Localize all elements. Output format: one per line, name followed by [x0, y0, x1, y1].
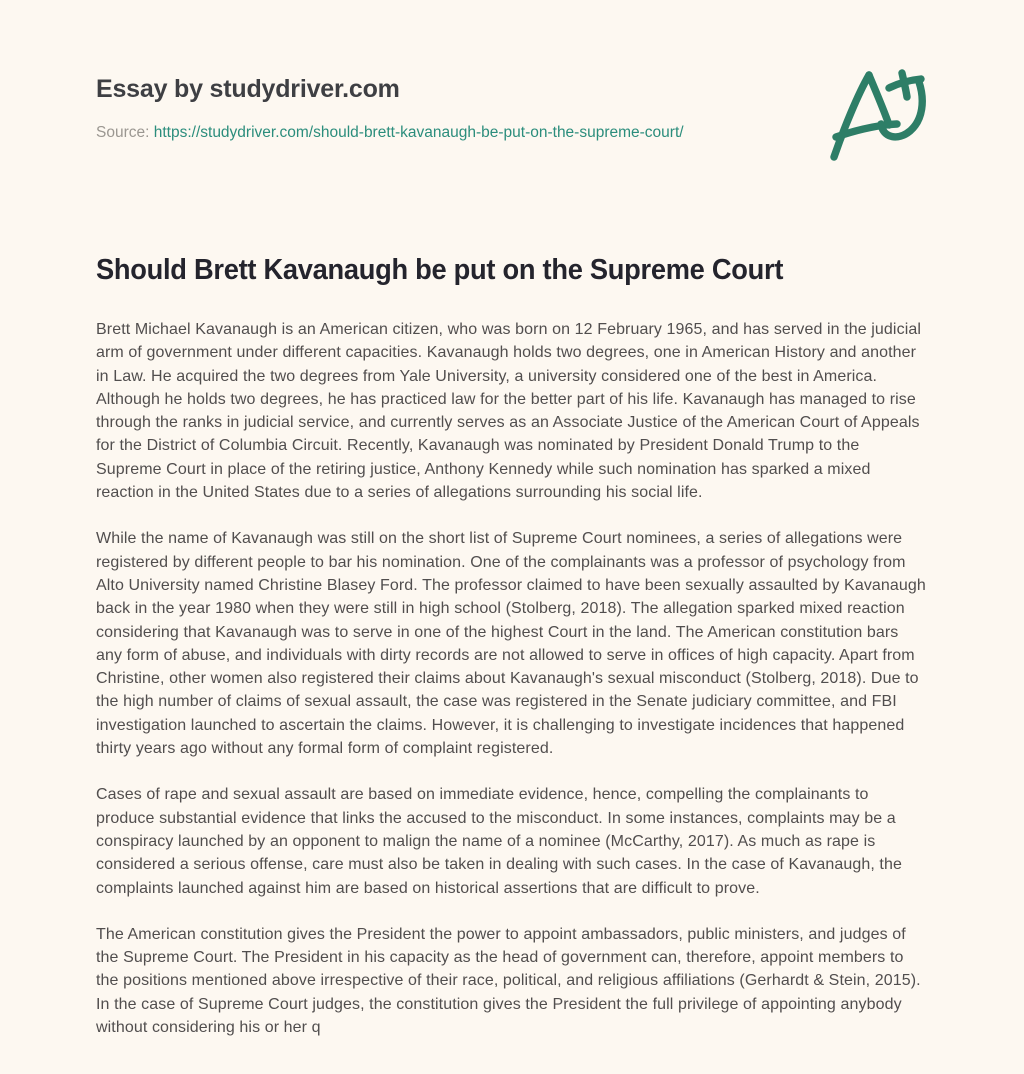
essay-header: Essay by studydriver.com [96, 75, 400, 103]
source-line [96, 122, 684, 143]
essay-title-text: Should Brett Kavanaugh be put on the Supreme Court [96, 254, 784, 286]
essay-paragraph: While the name of Kavanaugh was still on the short list of Supreme Court nominees, a series of allegations were registered by different people to bar his nomination. One of the complainants was a professor of psychology from Alto University named Christine Blasey Ford. The professor claimed to have been sexually assaulted by Kavanaugh back in the year 1980 when they were still in high school (Stolberg, 2018). The allegation sparked mixed reaction considering that Kavanaugh was to serve in one of the highest Court in the land. The American constitution bars any form of abuse, and individuals with dirty records are not allowed to serve in offices of high capacity. Apart from Christine, other women also registered their claims about Kavanaugh's sexual misconduct (Stolberg, 2018). Due to the high number of claims of sexual assault, the case was registered in the Senate judiciary committee, and FBI investigation launched to ascertain the claims. However, it is challenging to investigate incidences that happened thirty years ago without any formal form of complaint registered. [96, 530, 926, 758]
essay-paragraph: The American constitution gives the President the power to appoint ambassadors, public ministers, and judges of the Supreme Court. The President in his capacity as the head of government can, therefore, appoint members to the positions mentioned above irrespective of their race, political, and religious affiliations (Gerhardt & Stein, 2015). In the case of Supreme Court judges, the constitution gives the President the full privilege of appointing anybody without considering his or her q [96, 925, 921, 1037]
source-link[interactable]: https://studydriver.com/should-brett-kavanaugh-be-put-on-the-supreme-court/ [153, 124, 684, 141]
a-plus-logo-icon [824, 62, 934, 162]
essay-paragraph: Cases of rape and sexual assault are based on immediate evidence, hence, compelling the complainants to produce substantial evidence that links the accused to the misconduct. In some instances, complaints may be a conspiracy launched by an opponent to malign the name of a nominee (McCarthy, 2017). As much as rape is considered a serious offense, care must also be taken in dealing with such cases. In the case of Kavanaugh, the complaints launched against him are based on historical assertions that are difficult to prove. [96, 786, 902, 897]
essay-paragraph: Brett Michael Kavanaugh is an American citizen, who was born on 12 February 1965, and has served in the judicial arm of government under different capacities. Kavanaugh holds two degrees, one in American History and another in Law. He acquired the two degrees from Yale University, a university considered one of the best in America. Although he holds two degrees, he has practiced law for the better part of his life. Kavanaugh has managed to rise through the ranks in judicial service, and currently serves as an Associate Justice of the American Court of Appeals for the District of Columbia Circuit. Recently, Kavanaugh was nominated by President Donald Trump to the Supreme Court in place of the retiring justice, Anthony Kennedy while such nomination has sparked a mixed reaction in the United States due to a series of allegations surrounding his social life. [96, 321, 921, 502]
essay-article [96, 252, 926, 1062]
source-label: Source: [96, 124, 150, 141]
essay-title [96, 252, 926, 288]
